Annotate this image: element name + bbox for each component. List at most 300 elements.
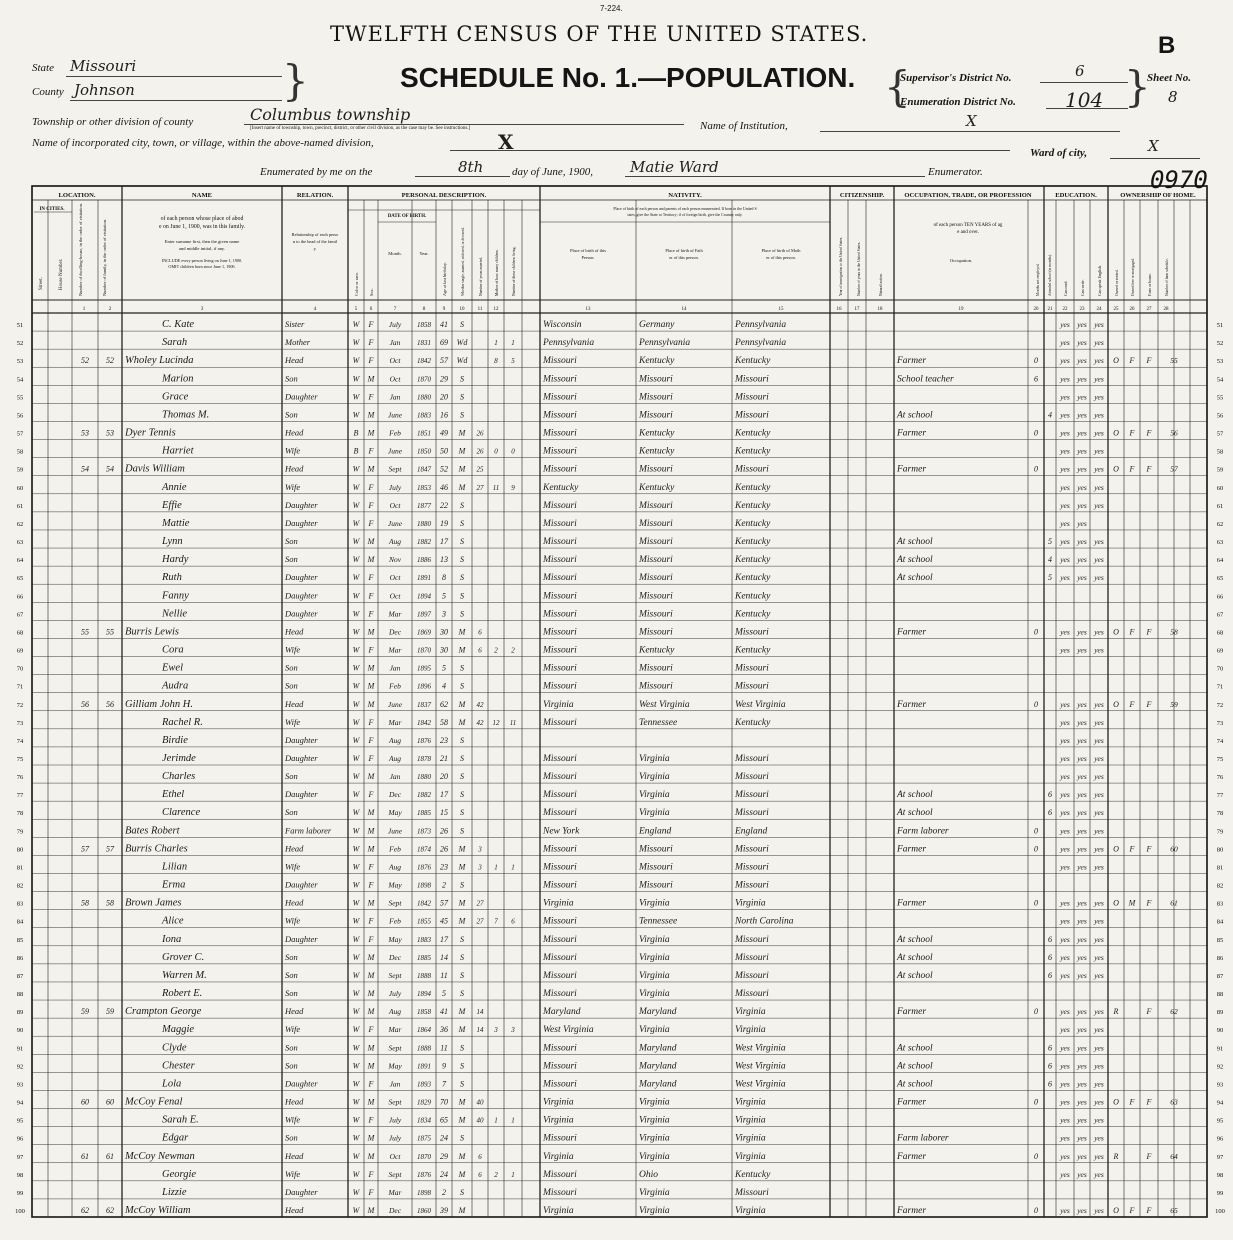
row-number-left: 71: [16, 683, 24, 691]
cell-col: W: [352, 772, 360, 782]
schedule-title: SCHEDULE No. 1.—POPULATION.: [400, 62, 856, 93]
cell-mar: S: [460, 1079, 464, 1089]
cell-sex: M: [367, 464, 375, 474]
cell-fpob: Missouri: [639, 681, 673, 692]
cell-unemp: 0: [1034, 844, 1038, 854]
cell-pob: Missouri: [543, 609, 577, 620]
ward-value: X: [1148, 137, 1159, 155]
row-number-left: 76: [16, 774, 24, 782]
cell-write: yes: [1077, 1079, 1087, 1089]
cell-farm: 65: [1170, 1206, 1178, 1215]
cell-pob: Missouri: [543, 772, 577, 783]
cell-age: 29: [440, 1151, 448, 1161]
cell-rel: Sister: [285, 319, 305, 330]
cell-own: R: [1113, 1151, 1119, 1161]
county-label: County: [32, 86, 64, 98]
cell-fh: F: [1146, 627, 1152, 637]
row-number-right: 62: [1216, 520, 1224, 528]
cell-farm: 61: [1170, 898, 1178, 908]
cell-pob: Missouri: [543, 591, 577, 602]
row-number-left: 56: [16, 412, 24, 420]
cell-col: W: [352, 555, 360, 565]
cell-fpob: Maryland: [639, 1007, 677, 1018]
cell-mpob: Missouri: [735, 970, 769, 981]
cell-sex: F: [368, 338, 374, 348]
cell-write: yes: [1077, 1151, 1087, 1161]
cell-pob: Missouri: [543, 880, 577, 891]
cell-name: Edgar: [162, 1132, 189, 1144]
cell-ym: 40: [476, 1098, 484, 1107]
row-number-right: 77: [1216, 792, 1224, 800]
row-number-left: 52: [16, 340, 24, 348]
cell-pob: Missouri: [543, 555, 577, 566]
cell-sex: F: [368, 754, 374, 763]
cell-mo: Mar: [388, 1025, 402, 1035]
cell-mo: Mar: [388, 609, 402, 619]
cell-mar: S: [460, 880, 464, 890]
cell-pob: Missouri: [543, 717, 577, 728]
cell-ym: 26: [476, 429, 484, 438]
cell-fam: 55: [106, 627, 114, 637]
cell-pob: Kentucky: [543, 482, 579, 493]
cell-rel: Son: [285, 988, 298, 999]
cell-age: 5: [442, 989, 446, 999]
cell-fpob: Virginia: [639, 1115, 670, 1126]
cell-mar: M: [458, 1025, 466, 1035]
cell-name: Georgie: [162, 1168, 197, 1180]
cell-occ: Farmer: [897, 428, 927, 439]
cell-col: W: [352, 573, 360, 583]
cell-age: 5: [442, 663, 446, 673]
cell-yr: 1888: [417, 971, 431, 980]
header-text: Whether single, married, widowed, or divorced.: [461, 227, 465, 296]
row-number-right: 58: [1216, 448, 1224, 456]
cell-col: W: [352, 880, 360, 890]
cell-own: O: [1113, 627, 1119, 637]
cell-mo: June: [387, 446, 403, 456]
cell-write: yes: [1077, 1206, 1087, 1215]
cell-yr: 1882: [417, 538, 431, 547]
cell-name: Audra: [162, 680, 189, 692]
cell-name: Charles: [162, 771, 196, 783]
cell-yr: 1842: [417, 899, 431, 908]
cell-ym: 14: [476, 1026, 484, 1035]
cell-col: W: [352, 1151, 360, 1161]
cell-farm: 62: [1170, 1007, 1178, 1017]
enum-district-value: 104: [1065, 88, 1104, 112]
cell-moc: 1: [494, 863, 498, 872]
cell-pob: Missouri: [543, 573, 577, 584]
cell-yr: 1876: [417, 1170, 431, 1179]
column-number: 12: [493, 307, 499, 312]
cell-fpob: Virginia: [639, 1151, 670, 1162]
row-number-left: 61: [16, 502, 24, 510]
cell-sex: M: [367, 1151, 375, 1161]
cell-mo: Sept: [388, 1169, 402, 1179]
row-number-right: 61: [1216, 502, 1224, 510]
cell-eng: yes: [1094, 754, 1104, 763]
cell-yr: 1847: [417, 465, 431, 474]
row-number-left: 51: [16, 322, 24, 330]
cell-sex: F: [368, 573, 374, 583]
cell-sch: 6: [1048, 1043, 1052, 1053]
cell-cl: 0: [511, 447, 515, 456]
cell-col: W: [352, 392, 360, 402]
row-number-left: 94: [16, 1099, 24, 1107]
cell-ym: 6: [478, 1170, 482, 1179]
cell-rel: Son: [285, 969, 298, 980]
cell-cl: 5: [511, 357, 515, 366]
cell-write: yes: [1077, 410, 1087, 420]
county-value: Johnson: [74, 81, 135, 99]
cell-occ: Farmer: [897, 1097, 927, 1108]
cell-sch: 6: [1048, 934, 1052, 944]
cell-yr: 1870: [417, 375, 431, 384]
cell-farm: 59: [1170, 699, 1178, 709]
cell-name: Gilliam John H.: [125, 698, 193, 710]
cell-mar: M: [458, 916, 466, 926]
cell-yr: 1876: [417, 736, 431, 745]
row-number-left: 74: [16, 737, 24, 745]
cell-read: yes: [1060, 934, 1070, 944]
row-number-left: 60: [16, 484, 24, 492]
row-number-left: 100: [15, 1208, 25, 1215]
header-text: INCLUDE every person living on June 1, 1900.: [161, 258, 243, 263]
cell-sex: F: [368, 1187, 374, 1197]
cell-dw: 59: [81, 1007, 89, 1017]
row-number-right: 80: [1216, 846, 1224, 854]
cell-occ: Farm laborer: [897, 1133, 949, 1144]
cell-col: W: [352, 320, 360, 330]
cell-unemp: 0: [1034, 1206, 1038, 1215]
row-number-left: 81: [16, 864, 24, 872]
cell-mo: Oct: [389, 374, 401, 384]
cell-moc: 0: [494, 447, 498, 456]
cell-read: yes: [1060, 464, 1070, 474]
cell-write: yes: [1077, 356, 1087, 366]
cell-read: yes: [1060, 500, 1070, 510]
cell-write: yes: [1077, 952, 1087, 962]
cell-fh: F: [1146, 1097, 1152, 1107]
cell-fpob: Ohio: [639, 1169, 658, 1180]
cell-yr: 1831: [417, 339, 431, 348]
cell-eng: yes: [1094, 500, 1104, 510]
cell-occ: Farmer: [897, 356, 927, 367]
cell-eng: yes: [1094, 735, 1104, 745]
cell-rel: Farm laborer: [285, 825, 332, 836]
incorporated-label: Name of incorporated city, town, or village, within the above-named division,: [32, 137, 374, 149]
cell-mar: M: [458, 464, 466, 474]
cell-rel: Wife: [285, 481, 301, 492]
header-text: Year.: [419, 251, 429, 256]
row-number-left: 63: [16, 539, 24, 547]
cell-sex: F: [368, 392, 374, 402]
cell-sch: 6: [1048, 970, 1052, 980]
cell-fam: 52: [106, 356, 114, 366]
cell-fpob: Missouri: [639, 844, 673, 855]
cell-write: yes: [1077, 1007, 1087, 1017]
cell-dw: 62: [81, 1206, 89, 1215]
cell-rel: Head: [285, 1006, 304, 1017]
township-value: Columbus township: [250, 105, 411, 124]
cell-sex: F: [368, 500, 374, 510]
cell-rel: Head: [285, 427, 304, 438]
column-group-title: CITIZENSHIP.: [839, 192, 885, 199]
cell-col: W: [352, 916, 360, 926]
cell-farm: 64: [1170, 1151, 1178, 1161]
cell-name: Wholey Lucinda: [125, 355, 194, 367]
column-number: 17: [854, 307, 860, 312]
cell-write: yes: [1077, 392, 1087, 402]
row-number-right: 71: [1216, 683, 1224, 691]
cell-age: 69: [440, 338, 448, 348]
cell-eng: yes: [1094, 699, 1104, 709]
row-number-right: 60: [1216, 484, 1224, 492]
cell-mpob: Missouri: [735, 754, 769, 764]
cell-rel: Head: [285, 1205, 304, 1215]
cell-read: yes: [1060, 482, 1070, 492]
cell-ym: 3: [478, 845, 482, 854]
cell-col: W: [352, 1043, 360, 1053]
cell-sex: F: [368, 916, 374, 926]
cell-name: Thomas M.: [162, 409, 210, 421]
cell-write: yes: [1077, 1061, 1087, 1071]
cell-eng: yes: [1094, 482, 1104, 492]
cell-pob: Missouri: [543, 952, 577, 963]
cell-fm: F: [1129, 844, 1135, 854]
header-text: Number of family, in the order of visitation.: [102, 218, 107, 296]
cell-mpob: Missouri: [735, 410, 769, 421]
cell-yr: 1894: [417, 990, 431, 999]
cell-col: W: [352, 591, 360, 601]
cell-name: Clyde: [162, 1042, 187, 1054]
cell-name: Ruth: [162, 572, 182, 584]
cell-write: yes: [1077, 1169, 1087, 1179]
header-text: Number of these children living.: [512, 246, 516, 296]
cell-sex: F: [368, 645, 374, 655]
cell-yr: 1860: [417, 1207, 431, 1215]
cell-read: yes: [1060, 717, 1070, 727]
cell-sex: M: [367, 428, 375, 438]
cell-sex: F: [368, 1169, 374, 1179]
cell-col: W: [352, 898, 360, 908]
cell-rel: Son: [285, 771, 298, 782]
row-number-left: 77: [16, 792, 24, 800]
cell-age: 2: [442, 1187, 446, 1197]
row-number-right: 83: [1216, 900, 1224, 908]
header-text: Street.: [39, 277, 44, 290]
row-number-left: 91: [16, 1045, 24, 1053]
cell-write: yes: [1077, 826, 1087, 836]
cell-name: Bates Robert: [125, 825, 180, 837]
cell-mo: Nov: [388, 555, 402, 565]
row-number-left: 82: [16, 882, 24, 890]
cell-read: yes: [1060, 898, 1070, 908]
cell-fpob: Tennessee: [639, 916, 678, 927]
row-number-right: 63: [1216, 539, 1224, 547]
cell-age: 5: [442, 591, 446, 601]
row-number-right: 67: [1216, 611, 1224, 619]
supervisor-value: 6: [1075, 62, 1085, 80]
cell-fm: F: [1129, 1097, 1135, 1107]
cell-fpob: Virginia: [639, 1025, 670, 1036]
cell-col: W: [352, 663, 360, 673]
cell-mar: S: [460, 1133, 464, 1143]
row-number-left: 98: [16, 1171, 24, 1179]
cell-eng: yes: [1094, 952, 1104, 962]
header-text: House Number.: [59, 258, 64, 290]
cell-pob: Missouri: [543, 537, 577, 548]
row-number-left: 88: [16, 991, 24, 999]
row-number-left: 53: [16, 358, 24, 366]
cell-name: Harriet: [162, 445, 194, 457]
cell-yr: 1886: [417, 556, 431, 565]
cell-sex: M: [367, 970, 375, 980]
cell-mar: M: [458, 1151, 466, 1161]
row-number-left: 78: [16, 810, 24, 818]
cell-write: yes: [1077, 446, 1087, 456]
cell-read: yes: [1060, 1115, 1070, 1125]
cell-rel: Son: [285, 680, 298, 691]
cell-read: yes: [1060, 555, 1070, 565]
cell-read: yes: [1060, 320, 1070, 330]
cell-col: W: [352, 464, 360, 474]
row-number-left: 62: [16, 520, 24, 528]
cell-age: 50: [440, 446, 448, 456]
row-number-right: 51: [1216, 322, 1224, 330]
cell-dw: 61: [81, 1151, 89, 1161]
cell-age: 2: [442, 880, 446, 890]
column-group-title: NAME: [191, 192, 213, 199]
header-text: tates, give the State or Territory; if of foreign birth, give the Country only.: [627, 213, 743, 217]
cell-fpob: Missouri: [639, 464, 673, 475]
institution-value: X: [966, 112, 977, 130]
cell-read: yes: [1060, 446, 1070, 456]
cell-read: yes: [1060, 1061, 1070, 1071]
cell-sex: F: [368, 482, 374, 492]
cell-eng: yes: [1094, 717, 1104, 727]
row-number-right: 93: [1216, 1081, 1224, 1089]
cell-write: yes: [1077, 699, 1087, 709]
column-number: 3: [200, 307, 204, 312]
cell-sex: M: [367, 374, 375, 384]
cell-mo: Dec: [388, 1206, 402, 1215]
header-text: Place of birth of this: [570, 248, 606, 253]
cell-sex: M: [367, 1007, 375, 1017]
cell-sex: M: [367, 1061, 375, 1071]
cell-pob: Missouri: [543, 1079, 577, 1090]
cell-age: 57: [440, 356, 448, 366]
column-number: 20: [1033, 307, 1039, 312]
cell-age: 29: [440, 374, 448, 384]
cell-mpob: Kentucky: [735, 518, 771, 529]
cell-occ: Farmer: [897, 898, 927, 909]
cell-rel: Daughter: [285, 590, 318, 601]
cell-write: yes: [1077, 1025, 1087, 1035]
cell-mar: S: [460, 374, 464, 384]
cell-read: yes: [1060, 1007, 1070, 1017]
cell-mar: S: [460, 934, 464, 944]
cell-eng: yes: [1094, 627, 1104, 637]
row-number-left: 72: [16, 701, 24, 709]
cell-eng: yes: [1094, 790, 1104, 800]
column-number: 25: [1113, 307, 1119, 312]
cell-mpob: Kentucky: [735, 609, 771, 620]
cell-rel: Daughter: [285, 734, 318, 745]
row-number-right: 74: [1216, 737, 1224, 745]
cell-write: yes: [1077, 1133, 1087, 1143]
cell-unemp: 0: [1034, 464, 1038, 474]
cell-col: B: [353, 428, 359, 438]
column-number: 24: [1096, 307, 1102, 312]
cell-cl: 9: [511, 483, 515, 492]
cell-col: W: [352, 970, 360, 980]
row-number-left: 84: [16, 918, 24, 926]
cell-fpob: Maryland: [639, 1043, 677, 1054]
cell-write: yes: [1077, 916, 1087, 926]
cell-mar: S: [460, 410, 464, 420]
cell-mo: Oct: [389, 500, 401, 510]
cell-mar: M: [458, 717, 466, 727]
cell-occ: Farmer: [897, 1007, 927, 1018]
cell-mpob: Pennsylvania: [735, 320, 787, 331]
cell-sex: F: [368, 518, 374, 528]
cell-mpob: Missouri: [735, 1187, 769, 1198]
cell-mpob: Missouri: [735, 862, 769, 873]
cell-fh: F: [1146, 844, 1152, 854]
cell-unemp: 0: [1034, 1151, 1038, 1161]
cell-dw: 60: [81, 1097, 89, 1107]
cell-pob: Virginia: [543, 898, 574, 909]
cell-fam: 60: [106, 1097, 114, 1107]
cell-ym: 3: [478, 863, 482, 872]
cell-fpob: Kentucky: [639, 356, 675, 367]
cell-pob: Maryland: [543, 1007, 581, 1018]
cell-own: O: [1113, 898, 1119, 908]
cell-sex: F: [368, 320, 374, 330]
cell-fpob: Missouri: [639, 880, 673, 891]
cell-col: W: [352, 609, 360, 619]
cell-mpob: Kentucky: [735, 1169, 771, 1180]
cell-fpob: Missouri: [639, 410, 673, 421]
cell-mar: S: [460, 555, 464, 565]
cell-col: W: [352, 717, 360, 727]
row-number-right: 84: [1216, 918, 1224, 926]
row-number-left: 86: [16, 954, 24, 962]
cell-mpob: Kentucky: [735, 500, 771, 511]
cell-pob: Missouri: [543, 356, 577, 367]
cell-age: 11: [440, 970, 448, 980]
cell-eng: yes: [1094, 338, 1104, 348]
column-number: 26: [1129, 307, 1135, 312]
cell-sex: F: [368, 356, 374, 366]
cell-mpob: Missouri: [735, 844, 769, 855]
cell-eng: yes: [1094, 320, 1104, 330]
cell-mo: Feb: [389, 428, 401, 438]
cell-occ: School teacher: [897, 374, 954, 385]
column-group-title: NATIVITY.: [668, 192, 702, 199]
header-text: of each person whose place of abod: [160, 216, 244, 222]
cell-mo: Aug: [388, 862, 402, 872]
cell-name: Sarah: [162, 337, 188, 349]
cell-fam: 54: [106, 464, 114, 474]
cell-col: W: [352, 1097, 360, 1107]
cell-age: 26: [440, 826, 448, 836]
ward-label: Ward of city,: [1030, 147, 1088, 159]
cell-mpob: Virginia: [735, 1007, 766, 1018]
cell-farm: 57: [1170, 464, 1178, 474]
cell-read: yes: [1060, 573, 1070, 583]
